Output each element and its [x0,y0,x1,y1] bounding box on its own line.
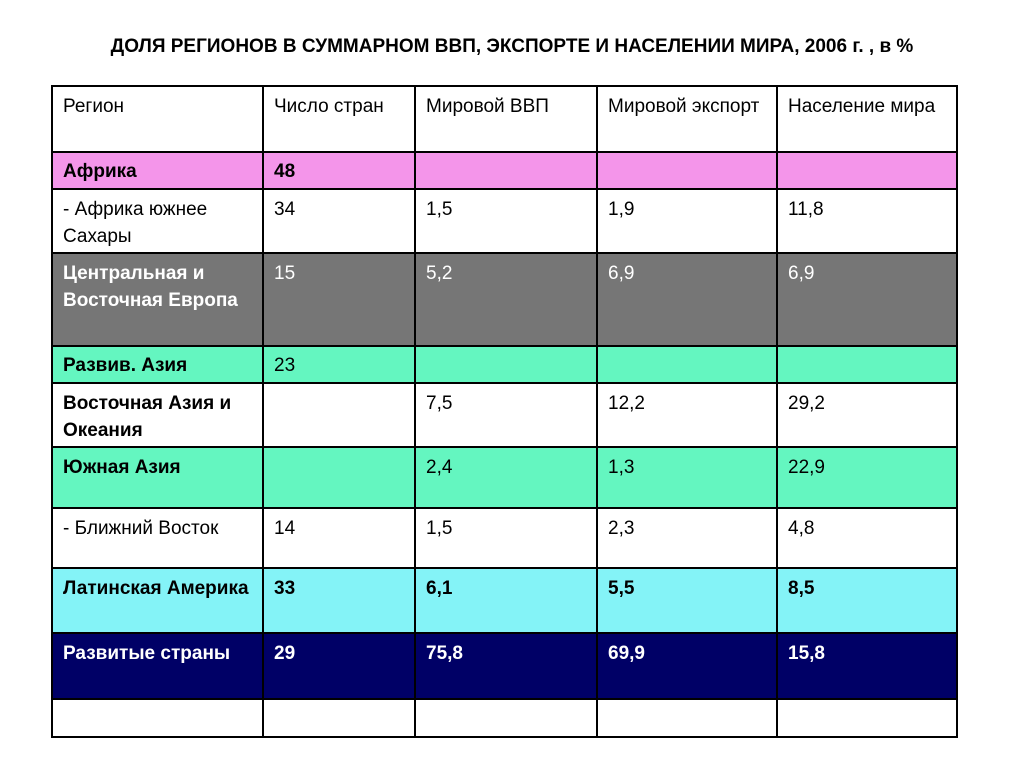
countries-cell: 23 [263,346,415,383]
gdp-cell: 1,5 [415,189,597,253]
region-cell: Латинская Америка [52,568,263,633]
gdp-cell: 7,5 [415,383,597,447]
population-cell: 8,5 [777,568,957,633]
table-row [52,699,957,737]
gdp-cell: 75,8 [415,633,597,699]
region-cell: Южная Азия [52,447,263,508]
header-cell: Население мира [777,86,957,152]
population-cell: 15,8 [777,633,957,699]
countries-cell: 33 [263,568,415,633]
export-cell: 12,2 [597,383,777,447]
header-cell: Мировой экспорт [597,86,777,152]
export-cell: 6,9 [597,253,777,346]
export-cell: 69,9 [597,633,777,699]
region-cell: - Ближний Восток [52,508,263,568]
header-cell: Регион [52,86,263,152]
region-share-table [51,85,958,738]
export-cell [597,699,777,737]
gdp-cell [415,346,597,383]
countries-cell: 48 [263,152,415,189]
header-cell: Число стран [263,86,415,152]
population-cell [777,699,957,737]
slide-title: ДОЛЯ РЕГИОНОВ В СУММАРНОМ ВВП, ЭКСПОРТЕ И НАСЕЛЕНИИ МИРА, 2006 г. , в % [110,36,914,57]
population-cell [777,346,957,383]
gdp-cell [415,699,597,737]
gdp-cell: 5,2 [415,253,597,346]
region-cell: Развив. Азия [52,346,263,383]
export-cell: 1,9 [597,189,777,253]
gdp-cell [415,152,597,189]
countries-cell: 14 [263,508,415,568]
table-row [52,568,957,633]
export-cell: 5,5 [597,568,777,633]
region-cell [52,699,263,737]
region-cell: - Африка южнее Сахары [52,189,263,253]
population-cell [777,152,957,189]
countries-cell: 15 [263,253,415,346]
table-row [52,189,957,253]
countries-cell: 29 [263,633,415,699]
table-row [52,633,957,699]
export-cell [597,346,777,383]
table-row [52,447,957,508]
gdp-cell: 6,1 [415,568,597,633]
region-cell: Восточная Азия и Океания [52,383,263,447]
table-row [52,508,957,568]
gdp-cell: 2,4 [415,447,597,508]
table-row [52,253,957,346]
header-cell: Мировой ВВП [415,86,597,152]
table-header-row [52,86,957,152]
region-cell: Африка [52,152,263,189]
population-cell: 4,8 [777,508,957,568]
table-row [52,346,957,383]
export-cell: 1,3 [597,447,777,508]
population-cell: 11,8 [777,189,957,253]
countries-cell [263,447,415,508]
countries-cell [263,383,415,447]
countries-cell: 34 [263,189,415,253]
population-cell: 29,2 [777,383,957,447]
region-cell: Центральная и Восточная Европа [52,253,263,346]
table-row [52,383,957,447]
population-cell: 6,9 [777,253,957,346]
countries-cell [263,699,415,737]
export-cell: 2,3 [597,508,777,568]
gdp-cell: 1,5 [415,508,597,568]
export-cell [597,152,777,189]
region-cell: Развитые страны [52,633,263,699]
population-cell: 22,9 [777,447,957,508]
table-row [52,152,957,189]
